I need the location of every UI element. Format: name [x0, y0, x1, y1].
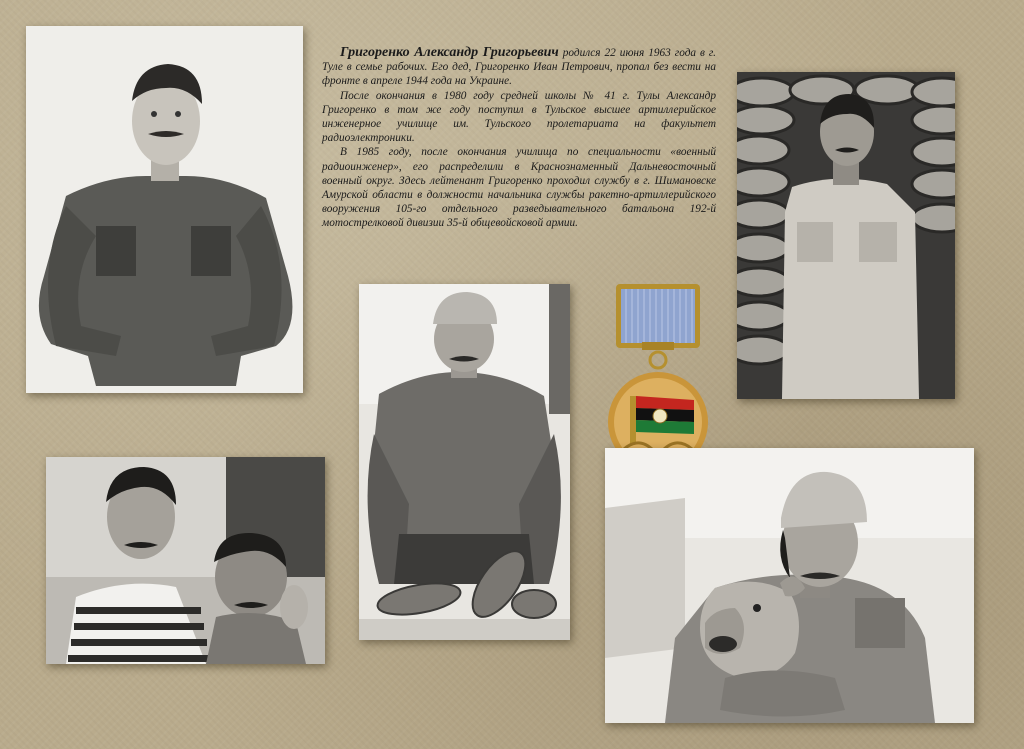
bio-paragraph-2: После окончания в 1980 году средней школы № 41 г. Тулы Александр Григоренко в том же году поступил в Тульское высшее артиллерийское инженерное училище им. Тульского пролетариата на факультет радиоэлектроники.: [322, 89, 716, 145]
photo-soldier-with-dog: [605, 448, 974, 723]
photo-portrait-sandbags: [737, 72, 955, 399]
photo-portrait-hands-on-hips: [26, 26, 303, 393]
person-name: Григоренко Александр Григорьевич: [340, 45, 559, 60]
photo-two-men-striped-shirt: [46, 457, 325, 664]
biography-text: [322, 46, 716, 231]
bio-paragraph-1: родился 22 июня 1963 года в г. Туле в семье рабочих. Его дед, Григоренко Иван Петрович, пропал без вести на фронте в апреле 1944 года на Украине.: [322, 47, 716, 88]
bio-paragraph-3: В 1985 году, после окончания училища по специальности «военный радиоинженер», его распределили в Краснознаменный Дальневосточный военный округ. Здесь лейтенант Григоренко проходил службу в г. Шимановске Амурской области в должности начальника службы ракетно-артиллерийского вооружения 105-го отдельного разведывательного батальона 192-й мотострелковой дивизии 35-й общевойсковой армии.: [322, 146, 716, 230]
photo-portrait-crouching-with-shells: [359, 284, 570, 640]
